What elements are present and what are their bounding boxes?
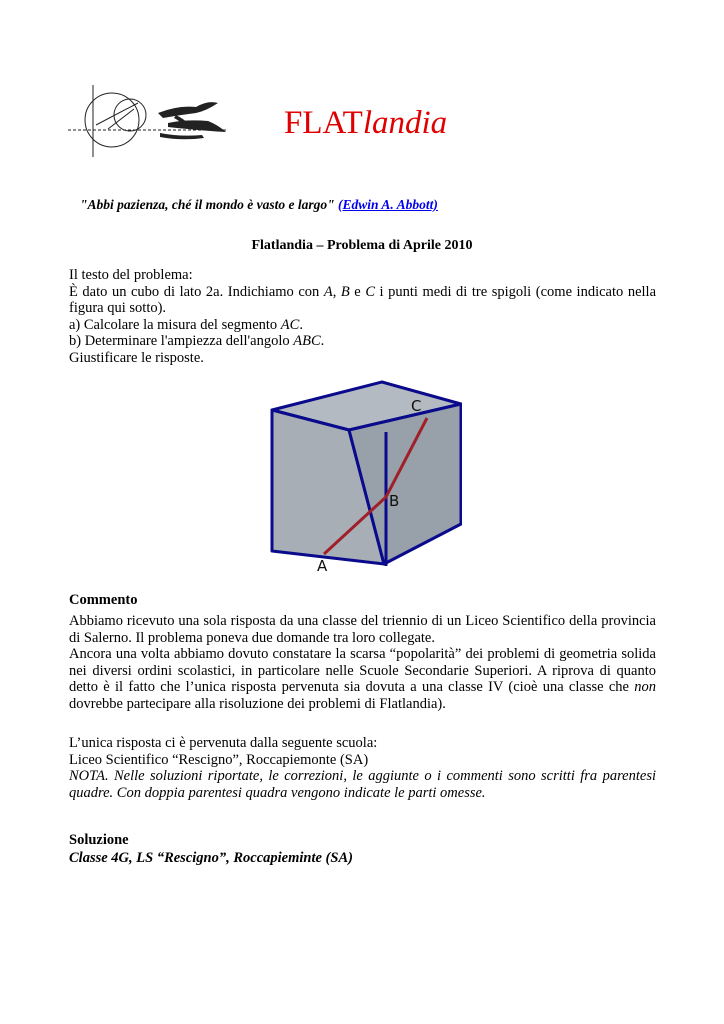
epigraph-quote <box>80 197 438 213</box>
page-title: Flatlandia – Problema di Aprile 2010 <box>251 238 473 253</box>
justify-text: Giustificare le risposte. <box>69 349 204 366</box>
commento-paragraph-2 <box>69 646 656 712</box>
question-b-text: b) Determinare l'ampiezza dell'angolo <box>69 333 294 350</box>
soluzione-heading: Soluzione <box>69 832 129 848</box>
soluzione-class: Classe 4G, LS “Rescigno”, Roccapieminte (SA) <box>69 850 353 866</box>
school-intro: L’unica risposta ci è pervenuta dalla seguente scuola: <box>69 735 378 751</box>
author-link[interactable]: (Edwin A. Abbott) <box>338 197 438 212</box>
flatlandia-logo <box>68 85 248 160</box>
separator: , <box>332 283 341 300</box>
school-name: Liceo Scientifico “Rescigno”, Roccapiemonte (SA) <box>69 751 369 768</box>
commento-text: Ancora una volta abbiamo dovuto constatare la scarsa “popolarità” dei problemi di geometria solida nei diversi ordini scolastici, in particolare nelle Scuole Secondarie Superiori. A riprova di quanto detto è il fatto che l’unica risposta pervenuta sia dovuta a una classe IV (cioè una classe che <box>69 646 656 696</box>
problem-text-part: i punti medi di tre spigoli (come indicato nella figura qui sotto). <box>69 283 657 317</box>
label-a: A <box>317 557 328 572</box>
problem-text-part: È dato un cubo di lato 2a. Indichiamo con <box>69 283 324 300</box>
problem-statement <box>69 267 656 367</box>
problem-intro: Il testo del problema: <box>69 267 193 283</box>
punct: . <box>320 333 325 350</box>
punct: . <box>299 316 303 333</box>
commento-body <box>69 613 656 713</box>
question-a-text: a) Calcolare la misura del segmento <box>69 316 281 333</box>
var-a: A <box>323 283 333 300</box>
brand-title <box>284 103 447 143</box>
nota-text: NOTA. Nelle soluzioni riportate, le correzioni, le aggiunte o i commenti sono scritti fra parentesi quadre. Con doppia parentesi quadra vengono indicate le parti omesse. <box>69 768 656 801</box>
problem-text <box>69 284 656 317</box>
separator: e <box>349 283 366 300</box>
commento-paragraph-1: Abbiamo ricevuto una sola risposta da una classe del triennio di un Liceo Scientifico della provincia di Salerno. Il problema poneva due domande tra loro collegate. <box>69 613 656 646</box>
emphasis-non: non <box>634 679 656 696</box>
school-info <box>69 735 656 801</box>
quote-text: "Abbi pazienza, ché il mondo è vasto e largo" <box>80 197 335 212</box>
question-b <box>69 333 656 350</box>
cube-figure <box>262 374 462 572</box>
question-a <box>69 317 656 334</box>
label-c: C <box>411 397 422 415</box>
var-abc: ABC <box>293 333 321 350</box>
var-c: C <box>365 283 375 300</box>
label-b: B <box>389 492 400 510</box>
brand-flat: FLAT <box>284 105 363 141</box>
commento-text: dovrebbe partecipare alla risoluzione dei problemi di Flatlandia). <box>69 695 446 712</box>
var-b: B <box>340 283 350 300</box>
commento-heading: Commento <box>69 592 138 608</box>
brand-landia: landia <box>362 105 448 141</box>
var-ac: AC <box>280 316 300 333</box>
